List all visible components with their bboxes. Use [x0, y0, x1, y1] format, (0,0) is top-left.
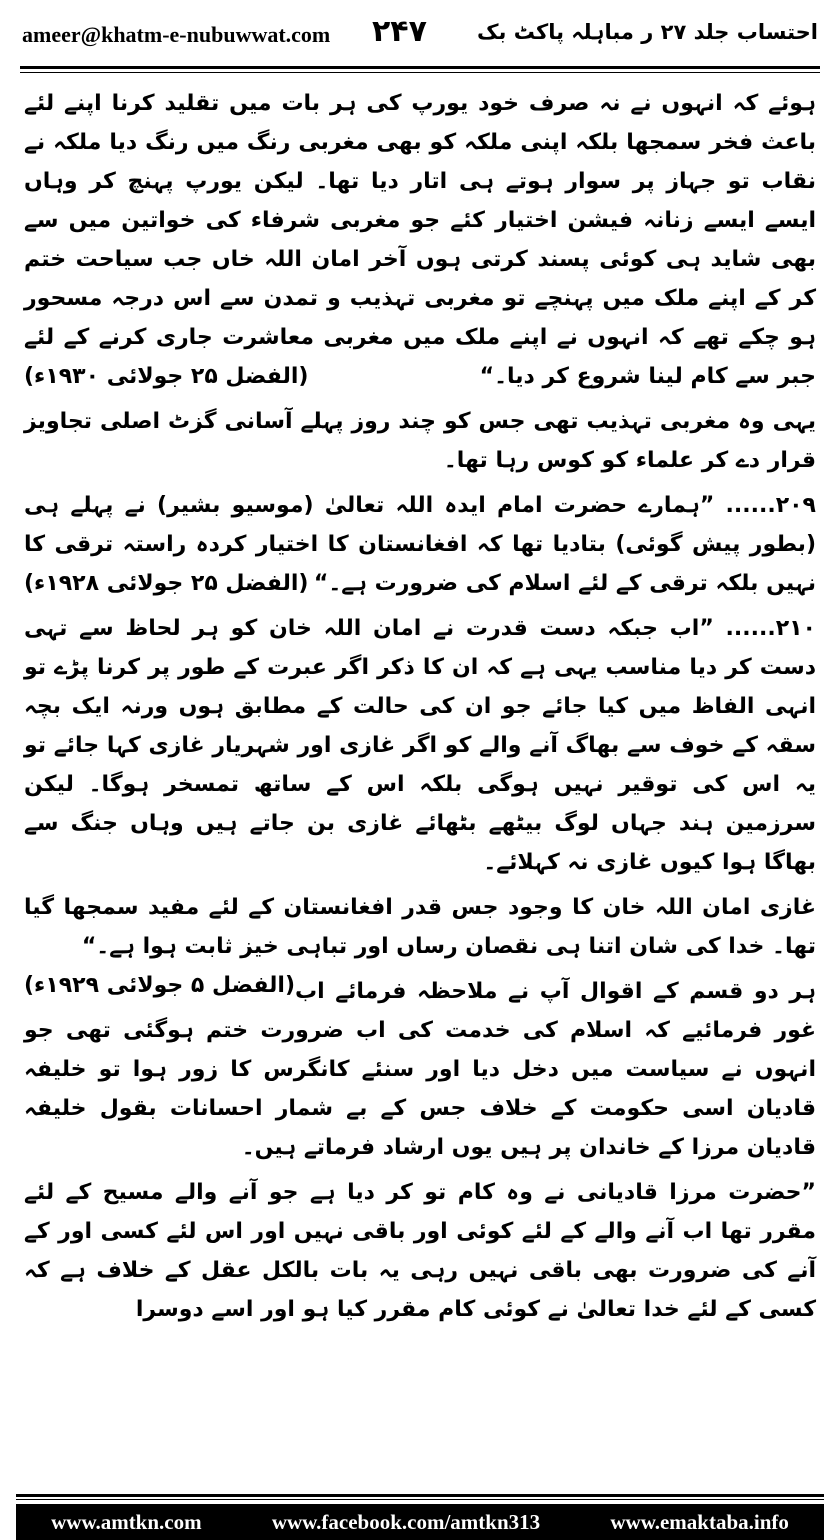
- paragraph-5: [24, 1173, 816, 1329]
- citation-3: (الفضل ۵ جولائی ۱۹۲۹ء): [24, 973, 296, 998]
- header-rule: [20, 66, 820, 69]
- footer-rule-thin: [16, 1499, 824, 1500]
- paragraph-5-text: ”حضرت مرزا قادیانی نے وہ کام تو کر دیا ہے جو آنے والے مسیح کے لئے مقرر تھا اب آنے والے کے لئے کوئی اور باقی نہیں اور اس لئے کسی اور کے آنے کی ضرورت بھی باقی نہیں رہی یہ بات بالکل عقل کے خلاف ہے کہ کسی کے لئے خدا تعالیٰ نے کوئی کام مقرر کیا ہو اور اسے دوسرا: [24, 1180, 816, 1322]
- paragraph-1-text: ہوئے کہ انہوں نے نہ صرف خود یورپ کی ہر بات میں تقلید کرنا اپنے لئے باعث فخر سمجھا بلکہ اپنی ملکہ کو بھی مغربی رنگ میں رنگ دیا ملکہ نے نقاب تو جہاز پر سوار ہوتے ہی اتار دیا تھا۔ لیکن یورپ پہنچ کر وہاں ایسے ایسے زنانہ فیشن اختیار کئے جو مغربی شرفاء کی خواتین میں سے بھی شاید ہی کوئی پسند کرتی ہوں آخر امان اللہ خاں جب سیاحت ختم کر کے اپنے ملک میں پہنچے تو مغربی تہذیب و تمدن سے اس درجہ مسحور ہو چکے تھے کہ انہوں نے اپنے ملک میں مغربی معاشرت جاری کرنے کے لئے جبر سے کام لینا شروع کر دیا۔“: [24, 91, 816, 389]
- item-210-number: ۲۱۰......: [725, 616, 816, 641]
- paragraph-1: [24, 84, 816, 396]
- footer-rule: [16, 1494, 824, 1497]
- paragraph-4-text: ہر دو قسم کے اقوال آپ نے ملاحظہ فرمائے اب غور فرمائیے کہ اسلام کی خدمت کی اب ضرورت ختم ہوگئی تھی جو انہوں نے سیاست میں دخل دیا اور سنئے کانگرس کا زور ہوا تو خلیفہ قادیان اسی حکومت کے خلاف جس کے بے شمار احسانات بقول خلیفہ قادیان مرزا کے خاندان پر ہیں یوں ارشاد فرماتے ہیں۔: [24, 979, 816, 1160]
- item-209-number: ۲۰۹......: [725, 493, 816, 518]
- page-header: [0, 0, 840, 72]
- page-footer: [16, 1504, 824, 1540]
- book-title: احتساب جلد ۲۷ ر مباہلہ پاکٹ بک: [477, 20, 818, 44]
- citation-1: (الفضل ۲۵ جولائی ۱۹۳۰ء): [24, 364, 309, 389]
- citation-209: (الفضل ۲۵ جولائی ۱۹۲۸ء): [24, 571, 309, 596]
- page-number: ۲۴۷: [372, 14, 427, 49]
- paragraph-2: [24, 402, 816, 480]
- footer-link-facebook[interactable]: www.facebook.com/amtkn313: [271, 1509, 541, 1534]
- paragraph-3-text: غازی امان اللہ خان کا وجود جس قدر افغانستان کے لئے مفید سمجھا گیا تھا۔ خدا کی شان اتنا ہی نقصان رساں اور تباہی خیز ثابت ہوا ہے۔“: [24, 895, 816, 959]
- item-210-text: ”اب جبکہ دست قدرت نے امان اللہ خان کو ہر لحاظ سے تہی دست کر دیا مناسب یہی ہے کہ ان کا ذکر اگر عبرت کے طور پر کرنا پڑے تو انہی الفاظ میں کیا جائے جو ان کی حالت کے مطابق ہوں ورنہ ایک بچہ سقہ کے خوف سے بھاگ آنے والے کو اگر غازی اور شہریار غازی کہا جائے تو یہ اس کی توقیر نہیں ہوگی بلکہ اس کے ساتھ تمسخر ہوگا۔ لیکن سرزمین ہند جہاں لوگ بیٹھے بٹھائے غازی بن جاتے ہیں وہاں جنگ سے بھاگا ہوا کیوں غازی نہ کہلائے۔: [24, 616, 816, 875]
- footer-link-emaktaba[interactable]: www.emaktaba.info: [610, 1509, 789, 1534]
- paragraph-2-text: یہی وہ مغربی تہذیب تھی جس کو چند روز پہلے آسانی گزٹ اصلی تجاویز قرار دے کر علماء کو کوس رہا تھا۔: [24, 409, 816, 473]
- footer-link-amtkn[interactable]: www.amtkn.com: [51, 1509, 202, 1534]
- paragraph-3: [24, 888, 816, 998]
- header-rule-thin: [20, 72, 820, 73]
- page-body: [24, 84, 816, 1335]
- item-209: [24, 486, 816, 603]
- item-209-text: ”ہمارے حضرت امام ایدہ اللہ تعالیٰ (موسیو بشیر) نے پہلے ہی (بطور پیش گوئی) بتادیا تھا کہ افغانستان کا اختیار کردہ راستہ ترقی کا نہیں بلکہ ترقی کے لئے اسلام کی ضرورت ہے۔“: [24, 493, 816, 596]
- header-email[interactable]: ameer@khatm-e-nubuwwat.com: [22, 22, 331, 47]
- item-210: [24, 609, 816, 882]
